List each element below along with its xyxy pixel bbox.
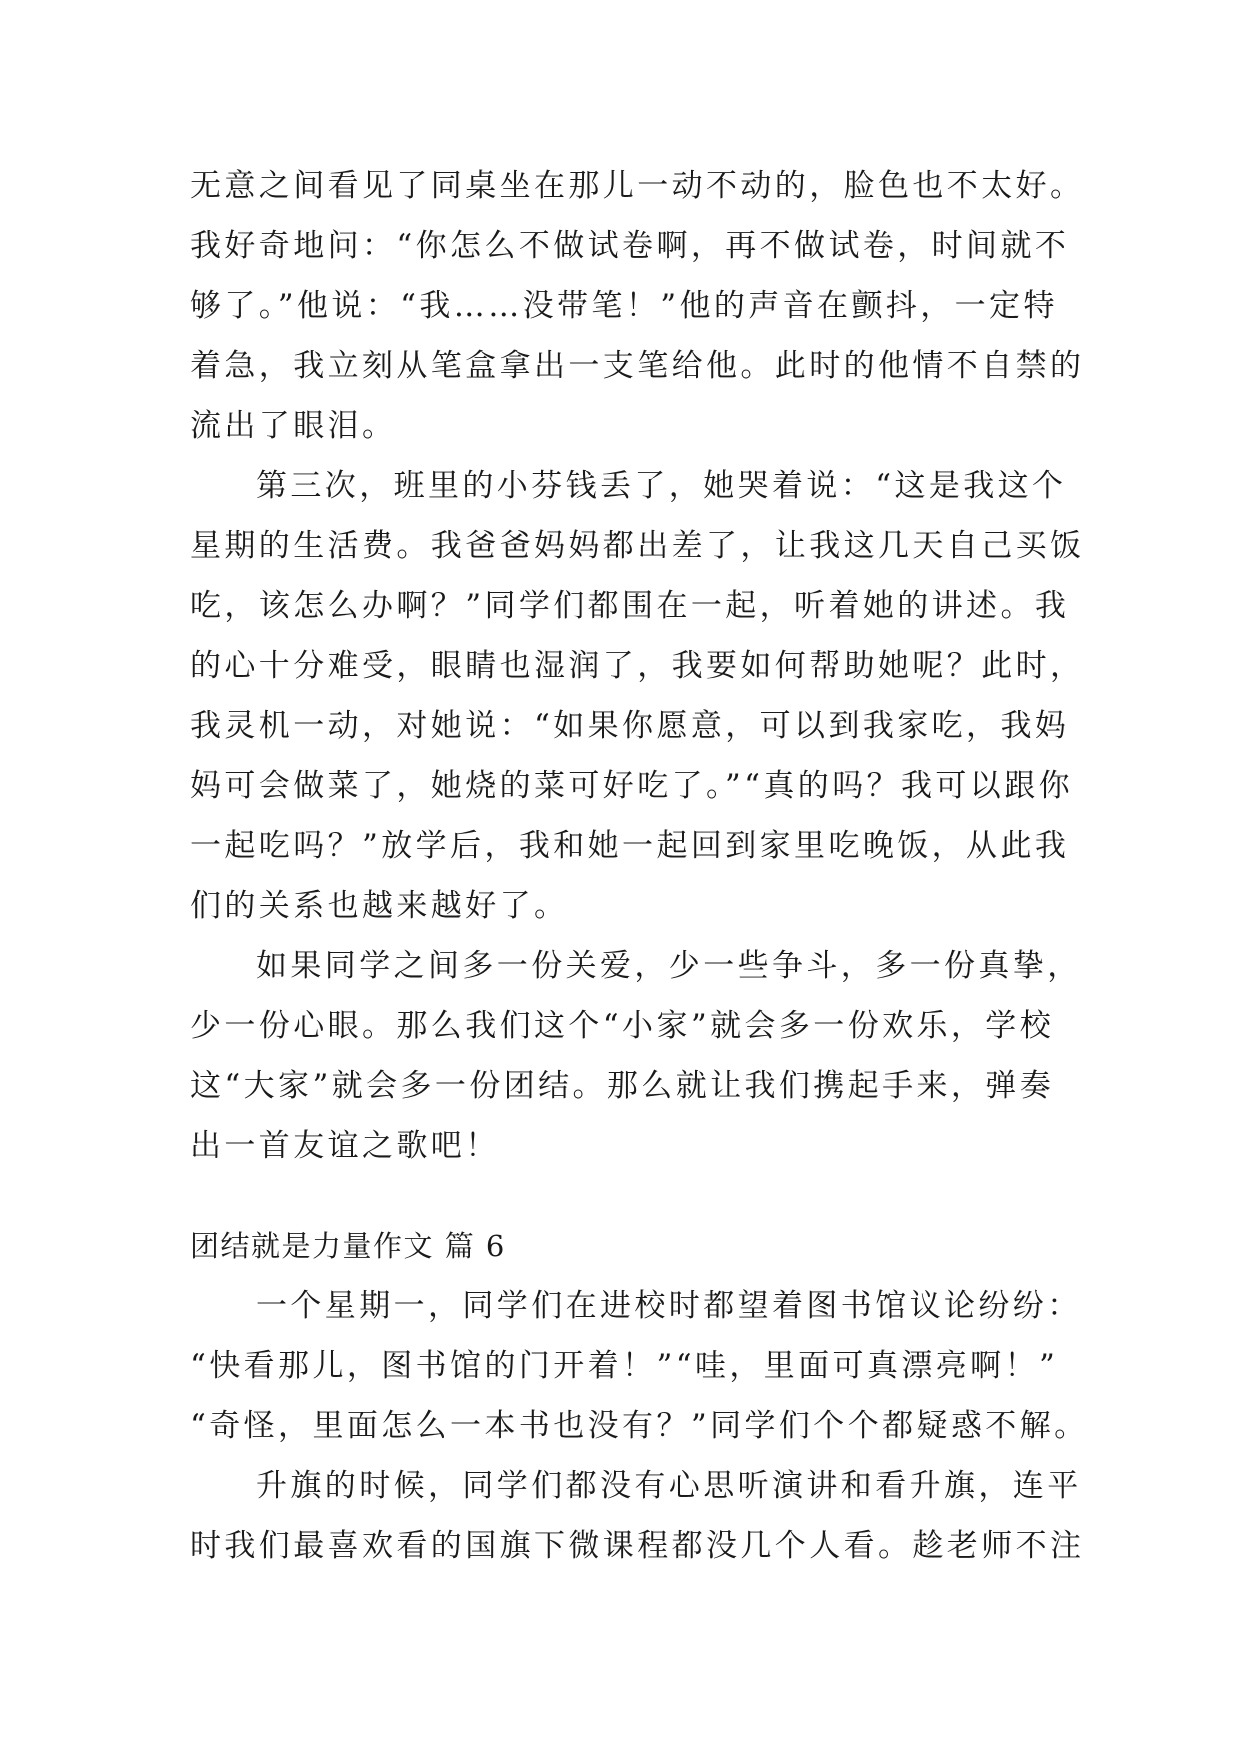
text-line: 着急，我立刻从笔盒拿出一支笔给他。此时的他情不自禁的 <box>190 348 1085 384</box>
text-line: 我好奇地问：“你怎么不做试卷啊，再不做试卷，时间就不 <box>190 228 1070 264</box>
text-line: 的心十分难受，眼睛也湿润了，我要如何帮助她呢？此时， <box>190 648 1085 684</box>
text-line: 们的关系也越来越好了。 <box>190 888 569 924</box>
text-line: “奇怪，里面怎么一本书也没有？”同学们个个都疑惑不解。 <box>190 1408 1089 1444</box>
text-line: 星期的生活费。我爸爸妈妈都出差了，让我这几天自己买饭 <box>190 528 1085 564</box>
section-heading: 团结就是力量作文 篇 6 <box>190 1229 506 1263</box>
text-line: 第三次，班里的小芬钱丢了，她哭着说：“这是我这个 <box>256 468 1067 504</box>
text-line: 如果同学之间多一份关爱，少一些争斗，多一份真挚， <box>256 948 1082 984</box>
text-line: 一个星期一，同学们在进校时都望着图书馆议论纷纷： <box>256 1288 1082 1324</box>
text-line: 够了。”他说：“我……没带笔！”他的声音在颤抖，一定特 <box>190 288 1058 324</box>
text-line: 我灵机一动，对她说：“如果你愿意，可以到我家吃，我妈 <box>190 708 1070 744</box>
text-line: 这“大家”就会多一份团结。那么就让我们携起手来，弹奏 <box>190 1068 1055 1104</box>
text-line: 无意之间看见了同桌坐在那儿一动不动的，脸色也不太好。 <box>190 168 1085 204</box>
text-line: “快看那儿，图书馆的门开着！”“哇，里面可真漂亮啊！” <box>190 1348 1059 1384</box>
text-line: 少一份心眼。那么我们这个“小家”就会多一份欢乐，学校 <box>190 1008 1055 1044</box>
text-line: 出一首友谊之歌吧！ <box>190 1128 500 1164</box>
text-line: 流出了眼泪。 <box>190 408 397 444</box>
text-line: 吃，该怎么办啊？”同学们都围在一起，听着她的讲述。我 <box>190 588 1070 624</box>
text-line: 一起吃吗？”放学后，我和她一起回到家里吃晚饭，从此我 <box>190 828 1070 864</box>
text-line: 妈可会做菜了，她烧的菜可好吃了。”“真的吗？我可以跟你 <box>190 768 1073 804</box>
text-line: 时我们最喜欢看的国旗下微课程都没几个人看。趁老师不注 <box>190 1528 1085 1564</box>
text-line: 升旗的时候，同学们都没有心思听演讲和看升旗，连平 <box>256 1468 1082 1504</box>
